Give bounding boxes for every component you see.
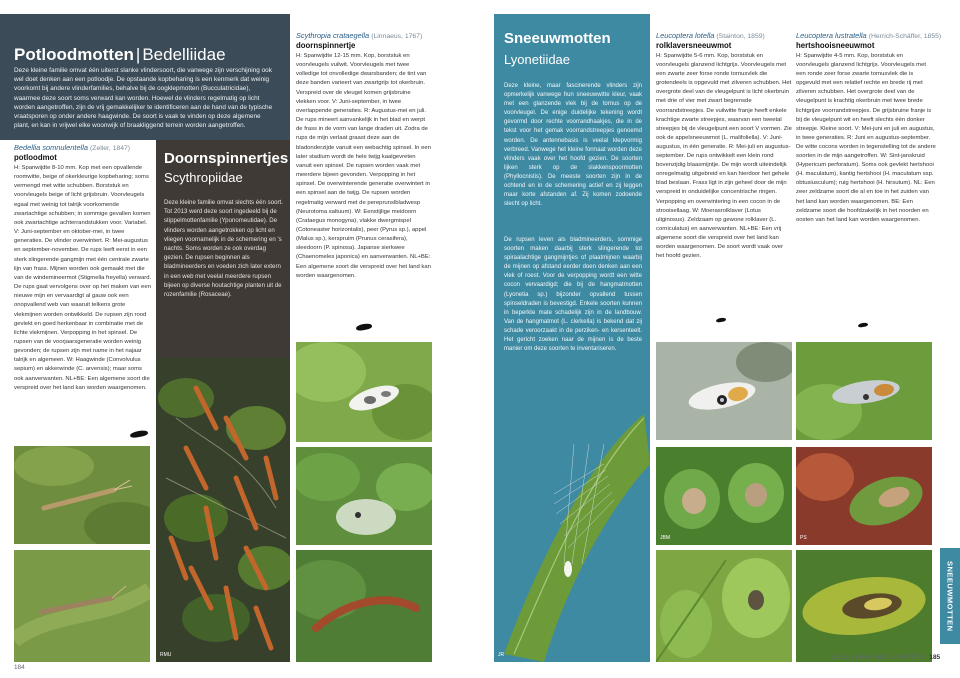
- family-title: Potloodmotten | Bedelliidae: [14, 45, 226, 64]
- species-description: H: Spanwijdte 4-5 mm. Kop, borststuk en voorvleugels glanzend lichtgrijs. Voorvleugels met een ronde zeer forse zwarte tornusvlek die is opgevuld met een relatief rechte en brede rij met zilveren schubben. Het overgrote deel van de vleugelpunt is krachtig okerbruin met twee brede lichtgrijze voorrandstreepjes. De grijsbruine franje is bij de vleugelpunt wit en heeft slechts één donker streepje. Kleine soort. V: Mei-juni en juli en augustus, in twee generaties. R: Juni en augustus-september. De witte cocons worden in tegenstelling tot de andere soorten in de mijn aangetroffen. W: Sint-janskruid (Hypericum perforatum). Soms ook gevlekt hertshooi (H. maculatum), kantig hertshooi (H. maculatum ssp. obtusiusculum); ruig hertshooi (H. hirsutum). NL: Een zeer zeldzame soort die al en toe in het zuiden van het land kan worden waargenomen. BE: Een zeldzame soort die hoofdzakelijk in het noorden en oosten van het land kan worden waargenomen.: [796, 53, 936, 223]
- family-panel-lyonetiidae: [494, 14, 650, 662]
- species-scientific-name: Bedellia somnulentella (Zeller, 1847): [14, 143, 131, 152]
- species-leucoptera-lustratella: [796, 31, 942, 298]
- photo-credit: PS: [800, 535, 807, 541]
- photo-lotella-leaf: [656, 550, 792, 662]
- photo-bedellia-larva: [14, 550, 150, 662]
- photo-scythropia-larva: [296, 550, 432, 662]
- species-common-name: doornspinnertje: [296, 41, 356, 50]
- photo-scythropia-web: [296, 447, 432, 545]
- photo-cocoon-web: [494, 404, 650, 662]
- family-intro-2: De rupsen leven als bladmineerders, sommige soorten maken daarbij sterk slingerende tot spiraalachtige gangmijntjes of plaatmijnen waarbij de mijnen op afstand eerder doen denken aan een vlek of roest. Voor de verpopping wordt een witte cocon vervaardigd; die bij de hangmatmotten (Lyonetia sp.) bijzonder opvallend tussen spinseldraden is bevestigd. Enkele soorten kunnen in beperkte mate schadelijk zijn in de landbouw. Van de hangmatmot (L. clerkella) is bekend dat zij schade veroorzaakt in de perziken- en kersenteelt. Het gericht zoeken naar de mijnen is de beste manier om deze soorten te inventariseren.: [504, 237, 642, 353]
- species-scientific-name: Leucoptera lotella (Stainton, 1859): [656, 31, 765, 40]
- family-intro: Deze kleine familie omvat slechts één soort. Tot 2013 werd deze soort ingedeeld bij de stippelmottenfamilie (Yponomeutidae). De vlinders worden aangetrokken op licht en vliegen voornamelijk in de schemering en 's nachts. Soms worden ze ook overdag gezien. De rupsen beginnen als bladmineerders en voeden zich later extern in een web met veelal meerdere rupsen bijeen op diverse houtachtige planten uit de rozenfamilie (Rosaceae).: [164, 199, 283, 299]
- species-common-name: rolklaversneeuwmot: [656, 41, 732, 50]
- family-header-bedelliidae: [0, 14, 290, 140]
- footer-running-title: DEEL 1 | HANDBOEK MOTTEN 185: [832, 654, 941, 661]
- photo-bedellia-adult: [14, 446, 150, 544]
- family-title: Doornspinnertjes: [164, 150, 289, 167]
- page-number-right: 185: [929, 654, 941, 661]
- photo-lotella-adult: [656, 342, 792, 440]
- species-description: H: Spanwijdte 8-10 mm. Kop met een opvallende roomwitte, beige of okerkleurige kopbeharing; soms vermengd met witte schubben. Borststuk en voorvleugels beige of licht grijsbruin. Voorvleugels egaal met weinig tot talrijk voorkomende zwartachtige schubben; in sommige gevallen komen ook zwartachtige achterrandstukken voor. Variabel. V: Juni-september en oktober-mei, in twee generaties. De vlinder overwintert. R: Mei-augustus en september-november. De rups leeft eerst in een sterk slingerende gangmijn met één centrale zwarte lijn van frass. Mijnen worden ook gemaakt met die van de windemineermot (Stigmella freyella) verward. De rups gaat vervolgens over op het maken van een nieuwe mijn en vervaardigt al gauw ook een onopvallend web van waaruit telkens grote vlekmijnen worden ontwikkeld. De rupsen zijn rood gevlekt en goed herkenbaar in combinatie met de lichte vlekmijnen. Verpopping in het spinsel. De rupsen van de voorjaarsgeneratie worden weinig gevonden; de rupsen zijn met name in het najaar talrijk en algemeen. W: Haagwinde (Convolvulus sepium) en akkerwinde (C. arvensis); maar soms ook aanverwanten. NL+BE: Een algemene soort die verspreid over het land kan worden waargenomen.: [14, 165, 152, 391]
- family-subtitle: Lyonetiidae: [504, 52, 571, 67]
- photo-credit: RMU: [160, 652, 172, 658]
- section-tab: SNEEUWMOTTEN: [940, 548, 960, 644]
- family-intro: Deze kleine, maar fascinerende vlinders zijn opmerkelijk vanwege hun sneeuwwitte kleur, vaak met een glanzende vlek bij de tornus op de voorvleugel. De enige duidelijke tekening wordt gevormd door rechte voorrandhaakjes, die in de tekst voor het gemak voorrandstreepjes genoemd worden. De antennebasis is veelal klepvormig verbreed. Vanwege het kleine formaat worden deze vlinders vaak over het hoofd gezien. De soorten lijken sterk op de slakkenspoormotten (Phyllocnistis). De meeste soorten zijn in de ochtend en in de schemering actief en zij leggen maar korte afstanden af. Zij komen zodoende slecht op licht.: [504, 83, 642, 208]
- photo-credit: JBM: [660, 535, 670, 541]
- species-scientific-name: Scythropia crataegella (Linnaeus, 1767): [296, 31, 423, 40]
- photo-caterpillars-web: [156, 358, 290, 662]
- species-scythropia: [296, 31, 432, 320]
- species-leucoptera-lotella: [656, 31, 792, 322]
- moth-silhouette-icon: [858, 322, 869, 328]
- species-common-name: hertshooisneeuwmot: [796, 41, 875, 50]
- photo-scythropia-adult: [296, 342, 432, 442]
- page-number-left: 184: [14, 664, 25, 671]
- photo-credit: JR: [498, 652, 505, 658]
- photo-lustratella-adult: [796, 342, 932, 440]
- family-intro: Deze kleine familie omvat één uiterst slanke vlindersoort, die vanwege zijn verschijning ook wel doet denken aan een potloodje. De opstaande kopbeharing is een kenmerk dat weinig voorkomt bij andere vlinderfamilies, behalve bij de oogklepmotten (Bucculatricidae), waarmee deze soort soms verward kan worden. Hoewel de vlinders regelmatig op licht worden aangetroffen, zijn de vrij gemakkelijker te identificeren aan de hand van de typische vraatsporen op onder andere haagwinde. De soort is vaak te vinden op deze algemene plant, en kan in vrijwel elke woonwijk of braakliggend terrein worden aangetroffen.: [14, 67, 273, 130]
- moth-silhouette-icon: [356, 323, 373, 332]
- species-scientific-name: Leucoptera lustratella (Herrich-Schäffer, 1855): [796, 31, 942, 40]
- family-title: Sneeuwmotten: [504, 30, 611, 47]
- family-panel-scythropiidae: [156, 140, 290, 662]
- species-common-name: potloodmot: [14, 153, 57, 162]
- species-description: H: Spanwijdte 12-15 mm. Kop, borststuk en voorvleugels vuilwit. Voorvleugels met twee volledige tot onvolledige dwarsbanden; de tint van deze banden varieert van zwartgrijs tot okerbruin. Verspreid over de vleugel komen grijsbruine vlekken voor. V: Juni-september, in twee overlappende generaties. R: Augustus-mei en juli. De rups mineert aanvankelijk in het blad en werpt de frass in de vorm van lange draden uit. Zodra de rups de mijn verlaat graast deze aan de bladonderzijde vanuit een webachtig spinsel. In een later stadium wordt de hele twijg kaalgevreten vanuit een spinsel. De rupsen worden vaak met meerdere bijeen gevonden. Verpopping in het spinsel. De overwinterende generatie overwintert in een spinsel aan de twijg. De rupsen worden regelmatig verward met de pereprunslbladwesp (Neurotoma saltuum). W: Eenstijlige meidoorn (Crataegus monogyna), vlakke dwergmispel (Cotoneaster horizontalis), peer (Pyrus sp.), appel (Malus sp.), kerspruim (Prunus cerasifera), sleedoorn (P. spinosa). Japanse sierkwee (Chaenomeles japonica) en aanverwanten. NL+BE: Een algemene soort die verspreid over het land kan worden waargenomen.: [296, 53, 431, 279]
- photo-lustratella-leaf: [796, 550, 932, 662]
- species-bedellia: [14, 143, 152, 452]
- photo-lustratella-mine: [796, 447, 932, 545]
- photo-lotella-mine: [656, 447, 792, 545]
- species-description: H: Spanwijdte 5-6 mm. Kop, borststuk en voorvleugels glanzend lichtgrijs. Voorvleugels met een zwarte zeer forse ronde tornusvlek die grotendeels is opgevuld met zilveren schubben. Het overgrote deel van de vleugelpunt is licht okerbruin met drie of vier met zwart begrensde voorrandstreepjes. De vuilwitte franje heeft enkele krachtige zwarte streepjes, waarvan een tweetal streepjes bij de vleugelpunt een soort V vormen. Zie ook de appelsneeuwmot (L. malifoliella). V: Juni-augustus, in één generatie. R: Mei-juli en augustus-september. De rups ontwikkelt een klein rond bovenzijdig blaasmijntje. De mijn wordt uiteindelijk onregelmatig uitgebreid en kan hierdoor het gehele blad beslaan. Frass ligt in zijn geheel door de mijn verspreid in onduidelijke concentrische ringen. Verpopping en overwintering in een cocon in de strooisellaag. W: Moerasrolklaver (Lotus uliginosus). Zeldzaam op gewone rolklaver (L. corniculatus) en aanverwanten. NL+BE: Een vrij algemene soort die verspreid over het land kan worden waargenomen. De soort wordt vaak over het hoofd gezien.: [656, 53, 792, 260]
- family-subtitle: Scythropiidae: [164, 170, 243, 185]
